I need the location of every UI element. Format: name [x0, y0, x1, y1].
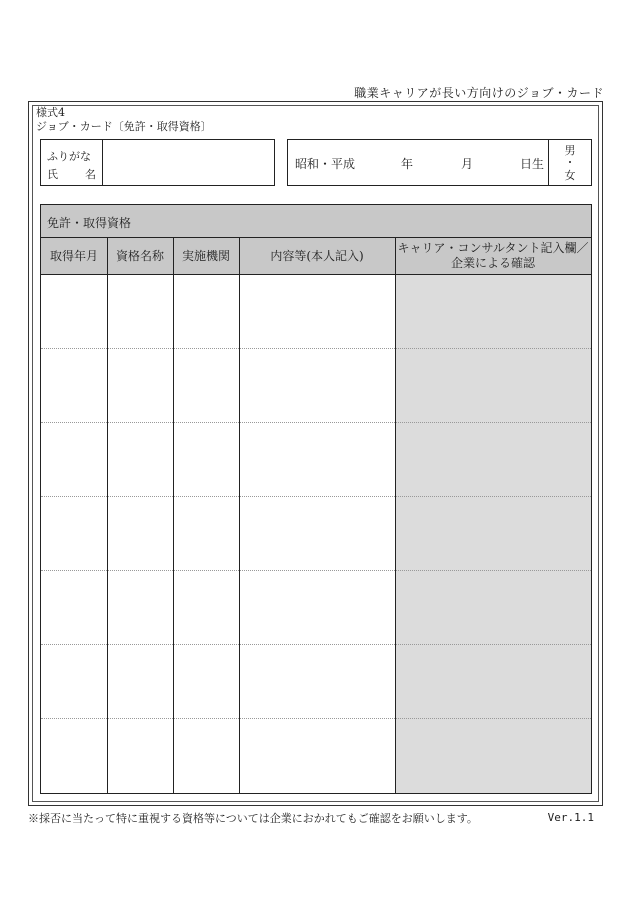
name-label-cell — [41, 140, 103, 185]
sex-female-label: 女 — [564, 169, 576, 182]
page-title: 職業キャリアが長い方向けのジョブ・カード — [354, 86, 604, 100]
year-label: 年 — [401, 157, 414, 171]
table-header — [41, 238, 591, 275]
month-label: 月 — [461, 157, 474, 171]
section-title: 免許・取得資格 — [47, 216, 132, 230]
row-divider — [41, 718, 591, 719]
sex-selector[interactable] — [548, 140, 591, 185]
name-label-second: 名 — [85, 168, 96, 181]
footnote: ※採否に当たって特に重視する資格等については企業におかれてもご確認をお願いします。 — [28, 812, 478, 825]
column-divider — [173, 238, 174, 793]
header-confirmation-line1: キャリア・コンサルタント記入欄／ — [397, 241, 589, 255]
name-box — [40, 139, 275, 186]
birthdate-box — [287, 139, 592, 186]
header-acquired-date: 取得年月 — [49, 248, 98, 263]
column-divider — [107, 238, 108, 793]
day-label: 日生 — [520, 157, 545, 171]
form-number: 様式4 — [36, 106, 65, 119]
row-divider — [41, 422, 591, 423]
row-divider — [41, 348, 591, 349]
sex-separator: ・ — [564, 156, 576, 169]
sex-male-label: 男 — [564, 144, 576, 157]
header-confirmation — [395, 238, 591, 274]
header-confirmation-line2: 企業による確認 — [450, 256, 535, 270]
row-divider — [41, 644, 591, 645]
name-label-first: 氏 — [47, 168, 58, 181]
row-divider — [41, 496, 591, 497]
row-divider — [41, 570, 591, 571]
header-details: 内容等(本人記入) — [270, 248, 364, 263]
column-divider — [395, 238, 396, 793]
version-label: Ver.1.1 — [547, 811, 594, 824]
section-header — [40, 204, 592, 238]
header-organization: 実施機関 — [181, 248, 230, 263]
furigana-label: ふりがな — [47, 150, 91, 163]
qualifications-table — [40, 238, 592, 794]
column-divider — [239, 238, 240, 793]
name-input-field[interactable] — [103, 140, 274, 185]
era-label[interactable]: 昭和・平成 — [295, 157, 356, 171]
header-qualification-name: 資格名称 — [115, 248, 164, 263]
confirmation-column-shade — [395, 275, 591, 793]
form-subtitle: ジョブ・カード〔免許・取得資格〕 — [36, 120, 212, 133]
